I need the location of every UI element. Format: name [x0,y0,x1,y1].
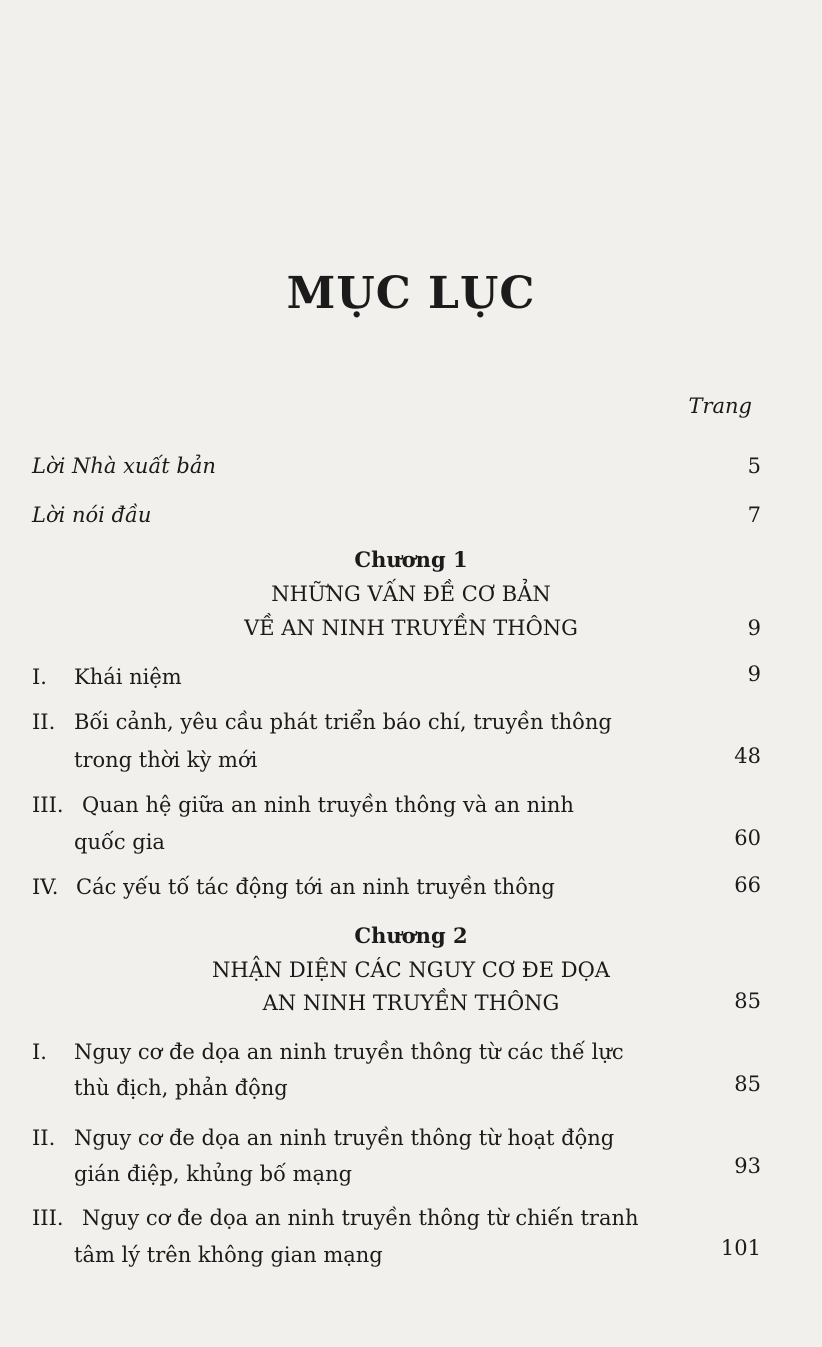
toc-entry[interactable]: Nguy cơ đe dọa an ninh truyền thông từ chiến tranh [82,1206,639,1230]
section-numeral: I. [32,665,47,689]
toc-entry[interactable]: Khái niệm [74,665,182,689]
toc-page-number: 101 [720,1236,761,1260]
section-numeral: II. [32,710,56,734]
toc-entry[interactable]: Nguy cơ đe dọa an ninh truyền thông từ hoạt động [74,1126,615,1150]
toc-page-number: 66 [734,873,761,897]
section-numeral: IV. [32,875,59,899]
toc-entry[interactable]: Các yếu tố tác động tới an ninh truyền thông [76,875,555,899]
section-numeral: II. [32,1126,56,1150]
toc-page-number: 9 [747,616,761,640]
toc-page-number: 60 [734,826,761,850]
chapter-title-line[interactable]: VỀ AN NINH TRUYỀN THÔNG [244,616,578,640]
toc-page-number: 48 [734,744,761,768]
toc-entry-continued[interactable]: thù địch, phản động [74,1076,288,1100]
toc-entry-continued[interactable]: quốc gia [74,830,165,854]
toc-page-number: 85 [734,1072,761,1096]
page-column-header: Trang [688,394,752,418]
chapter-title-line[interactable]: NHỮNG VẤN ĐỀ CƠ BẢN [271,582,551,606]
toc-entry-foreword[interactable]: Lời nói đầu [32,503,152,527]
toc-entry[interactable]: Nguy cơ đe dọa an ninh truyền thông từ các thế lực [74,1040,624,1064]
section-numeral: III. [32,793,64,817]
toc-page-number: 5 [747,454,761,478]
page-title: MỤC LỤC [286,268,536,319]
toc-entry-continued[interactable]: trong thời kỳ mới [74,748,258,772]
chapter-title-line[interactable]: AN NINH TRUYỀN THÔNG [262,991,560,1015]
toc-entry-continued[interactable]: tâm lý trên không gian mạng [74,1243,383,1267]
chapter-number: Chương 1 [354,547,468,572]
toc-page-number: 85 [734,989,761,1013]
toc-entry[interactable]: Quan hệ giữa an ninh truyền thông và an ninh [82,793,574,817]
toc-page-number: 7 [747,503,761,527]
chapter-number: Chương 2 [354,923,468,948]
section-numeral: III. [32,1206,64,1230]
chapter-title-line[interactable]: NHẬN DIỆN CÁC NGUY CƠ ĐE DỌA [212,958,610,982]
toc-page-number: 9 [747,662,761,686]
toc-page-number: 93 [734,1154,761,1178]
toc-entry-continued[interactable]: gián điệp, khủng bố mạng [74,1162,353,1186]
section-numeral: I. [32,1040,47,1064]
toc-entry[interactable]: Bối cảnh, yêu cầu phát triển báo chí, truyền thông [74,710,612,734]
toc-entry-preface-publisher[interactable]: Lời Nhà xuất bản [32,454,216,478]
